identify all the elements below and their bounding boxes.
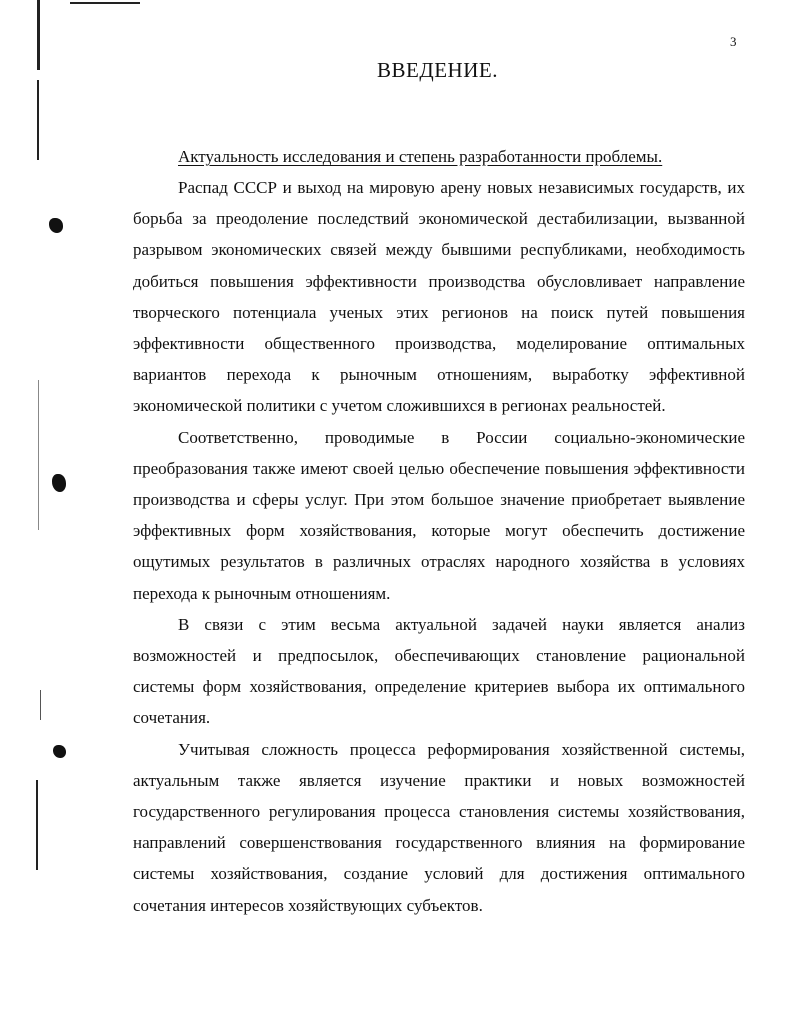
scan-margin-line xyxy=(38,380,39,530)
scan-top-line xyxy=(70,2,140,4)
paragraph-4: Учитывая сложность процесса реформирования хозяйственной системы, актуальным также является изучение практики и новых возможностей государственного регулирования процесса становления системы хозяйствования, направлений совершенствования государственного влияния на формирование системы хозяйствования, создание условий для достижения оптимального сочетания интересов хозяйствующих субъектов. xyxy=(133,739,745,915)
section-subheading: Актуальность исследования и степень разработанности проблемы. xyxy=(178,147,663,166)
paragraph-1: Распад СССР и выход на мировую арену новых независимых государств, их борьба за преодоление последствий экономической дестабилизации, вызванной разрывом экономических связей между бывшими республиками, необходимость добиться повышения эффективности производства обусловливает направление творческого потенциала ученых этих регионов на поиск путей повышения эффективности общественного производства, моделирование оптимальных вариантов перехода к рыночным отношениям, выработку эффективной экономической политики с учетом сложившихся в регионах реальностей. xyxy=(133,178,745,416)
scan-blot xyxy=(53,745,66,758)
page-number: 3 xyxy=(730,34,737,49)
paragraph-2: Соответственно, проводимые в России социально-экономические преобразования также имеют своей целью обеспечение повышения эффективности производства и сферы услуг. При этом большое значение приобретает выявление эффективных форм хозяйствования, которые могут обеспечить достижение ощутимых результатов в различных отраслях народного хозяйства в условиях перехода к рыночным отношениям. xyxy=(133,427,745,603)
scan-blot xyxy=(49,218,63,233)
paragraph-3: В связи с этим весьма актуальной задачей науки является анализ возможностей и предпосылок, обеспечивающих становление рациональной системы форм хозяйствования, определение критериев выбора их оптимального сочетания. xyxy=(133,614,745,728)
scan-margin-line xyxy=(36,780,38,870)
scan-blot xyxy=(52,474,66,492)
body-text xyxy=(133,172,745,921)
scan-margin-line xyxy=(37,80,39,160)
scan-margin-line xyxy=(40,690,41,720)
page-title: ВВЕДЕНИЕ. xyxy=(377,58,498,82)
